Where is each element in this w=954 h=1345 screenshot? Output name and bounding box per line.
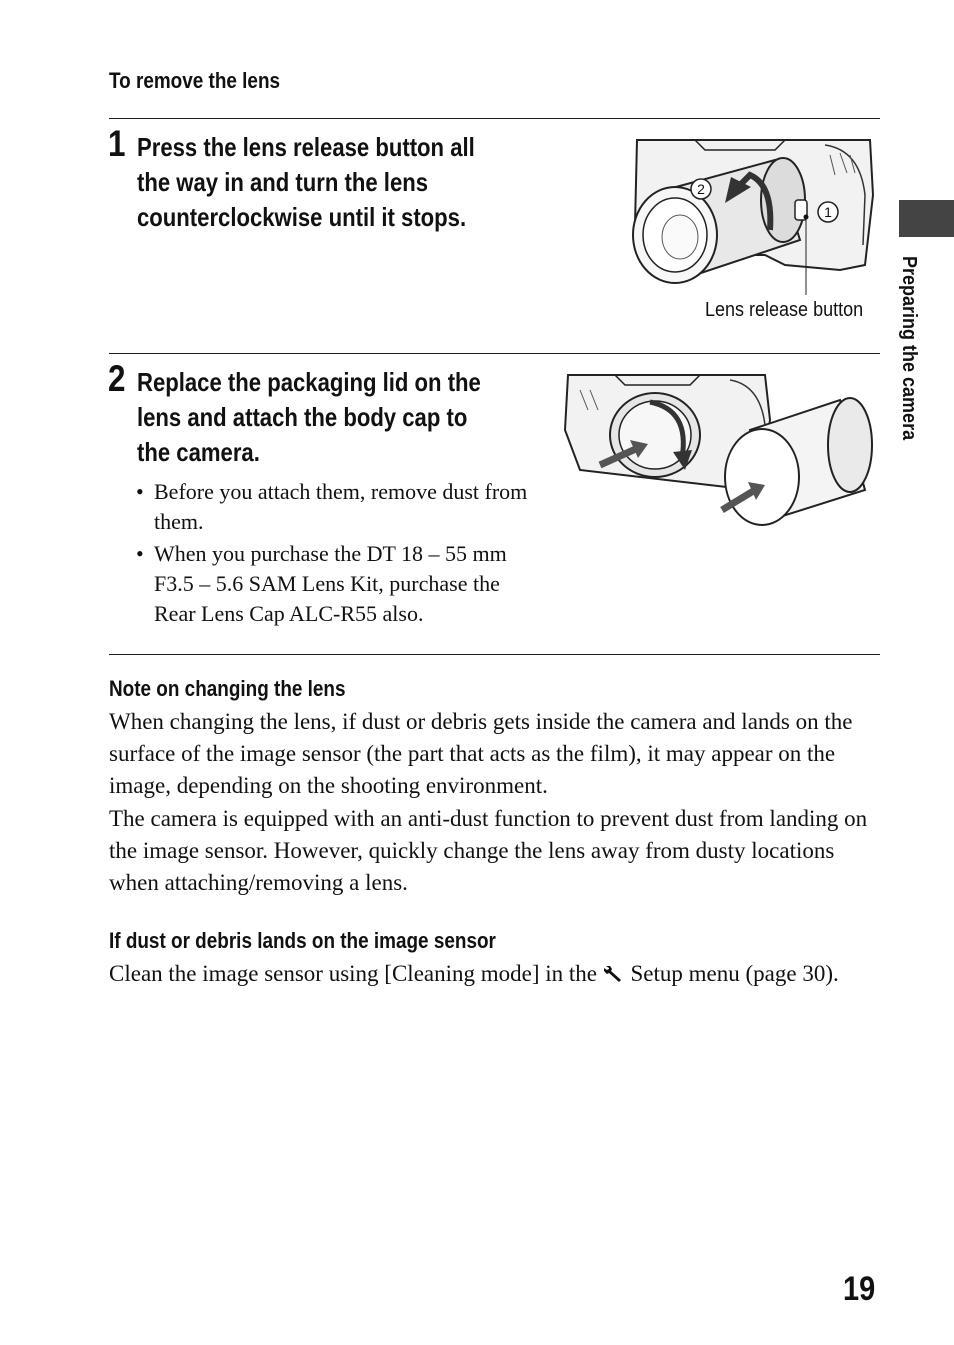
step-1-line: Press the lens release button all <box>137 132 475 162</box>
bullet-text: When you purchase the DT 18 – 55 mm F3.5 – 5.6 SAM Lens Kit, purchase the Rear Lens Cap ALC-R55 also. <box>154 541 507 626</box>
step-2-instruction <box>137 365 481 470</box>
dust-text: Setup menu (page 30). <box>624 961 839 986</box>
note-heading: Note on changing the lens <box>109 676 346 701</box>
list-item <box>136 477 536 537</box>
page-number: 19 <box>843 1270 876 1308</box>
bullet: • <box>136 541 144 566</box>
step-1-line: counterclockwise until it stops. <box>137 202 467 232</box>
callout-1: 1 <box>824 204 832 220</box>
dust-heading: If dust or debris lands on the image sensor <box>109 928 496 953</box>
divider <box>109 118 880 119</box>
wrench-icon <box>603 963 625 983</box>
section-title: To remove the lens <box>109 68 281 93</box>
step-1-number: 1 <box>108 123 126 164</box>
step-2-bullet-list <box>136 477 536 631</box>
step-2-line: lens and attach the body cap to <box>137 402 468 432</box>
dust-body <box>109 958 889 990</box>
divider <box>109 353 880 354</box>
side-label <box>892 256 932 486</box>
note-paragraph: When changing the lens, if dust or debris gets inside the camera and lands on the surface of the image sensor (the part that acts as the film), it may appear on the image, depending on the shooting environment. <box>109 709 853 799</box>
note-paragraph: The camera is equipped with an anti-dust function to prevent dust from landing on the image sensor. However, quickly change the lens away from dusty locations when attaching/removing a lens. <box>109 805 868 896</box>
figure-caption: Lens release button <box>705 299 864 321</box>
divider <box>109 654 880 655</box>
side-label-text: Preparing the camera <box>898 256 920 441</box>
lens-removal-illustration <box>625 135 880 295</box>
step-1-line: the way in and turn the lens <box>137 167 429 197</box>
step-2-number: 2 <box>108 358 126 399</box>
body-cap-illustration <box>560 370 880 530</box>
bullet-text: Before you attach them, remove dust from them. <box>154 479 528 534</box>
section-tab-marker <box>899 200 954 237</box>
callout-2: 2 <box>697 181 705 197</box>
dust-text: Clean the image sensor using [Cleaning mode] in the <box>109 961 603 986</box>
step-1-instruction <box>137 130 475 235</box>
list-item <box>136 539 536 629</box>
step-2-line: Replace the packaging lid on the <box>137 367 481 397</box>
note-body <box>109 706 889 899</box>
step-2-line: the camera. <box>137 437 260 467</box>
bullet: • <box>136 479 144 504</box>
